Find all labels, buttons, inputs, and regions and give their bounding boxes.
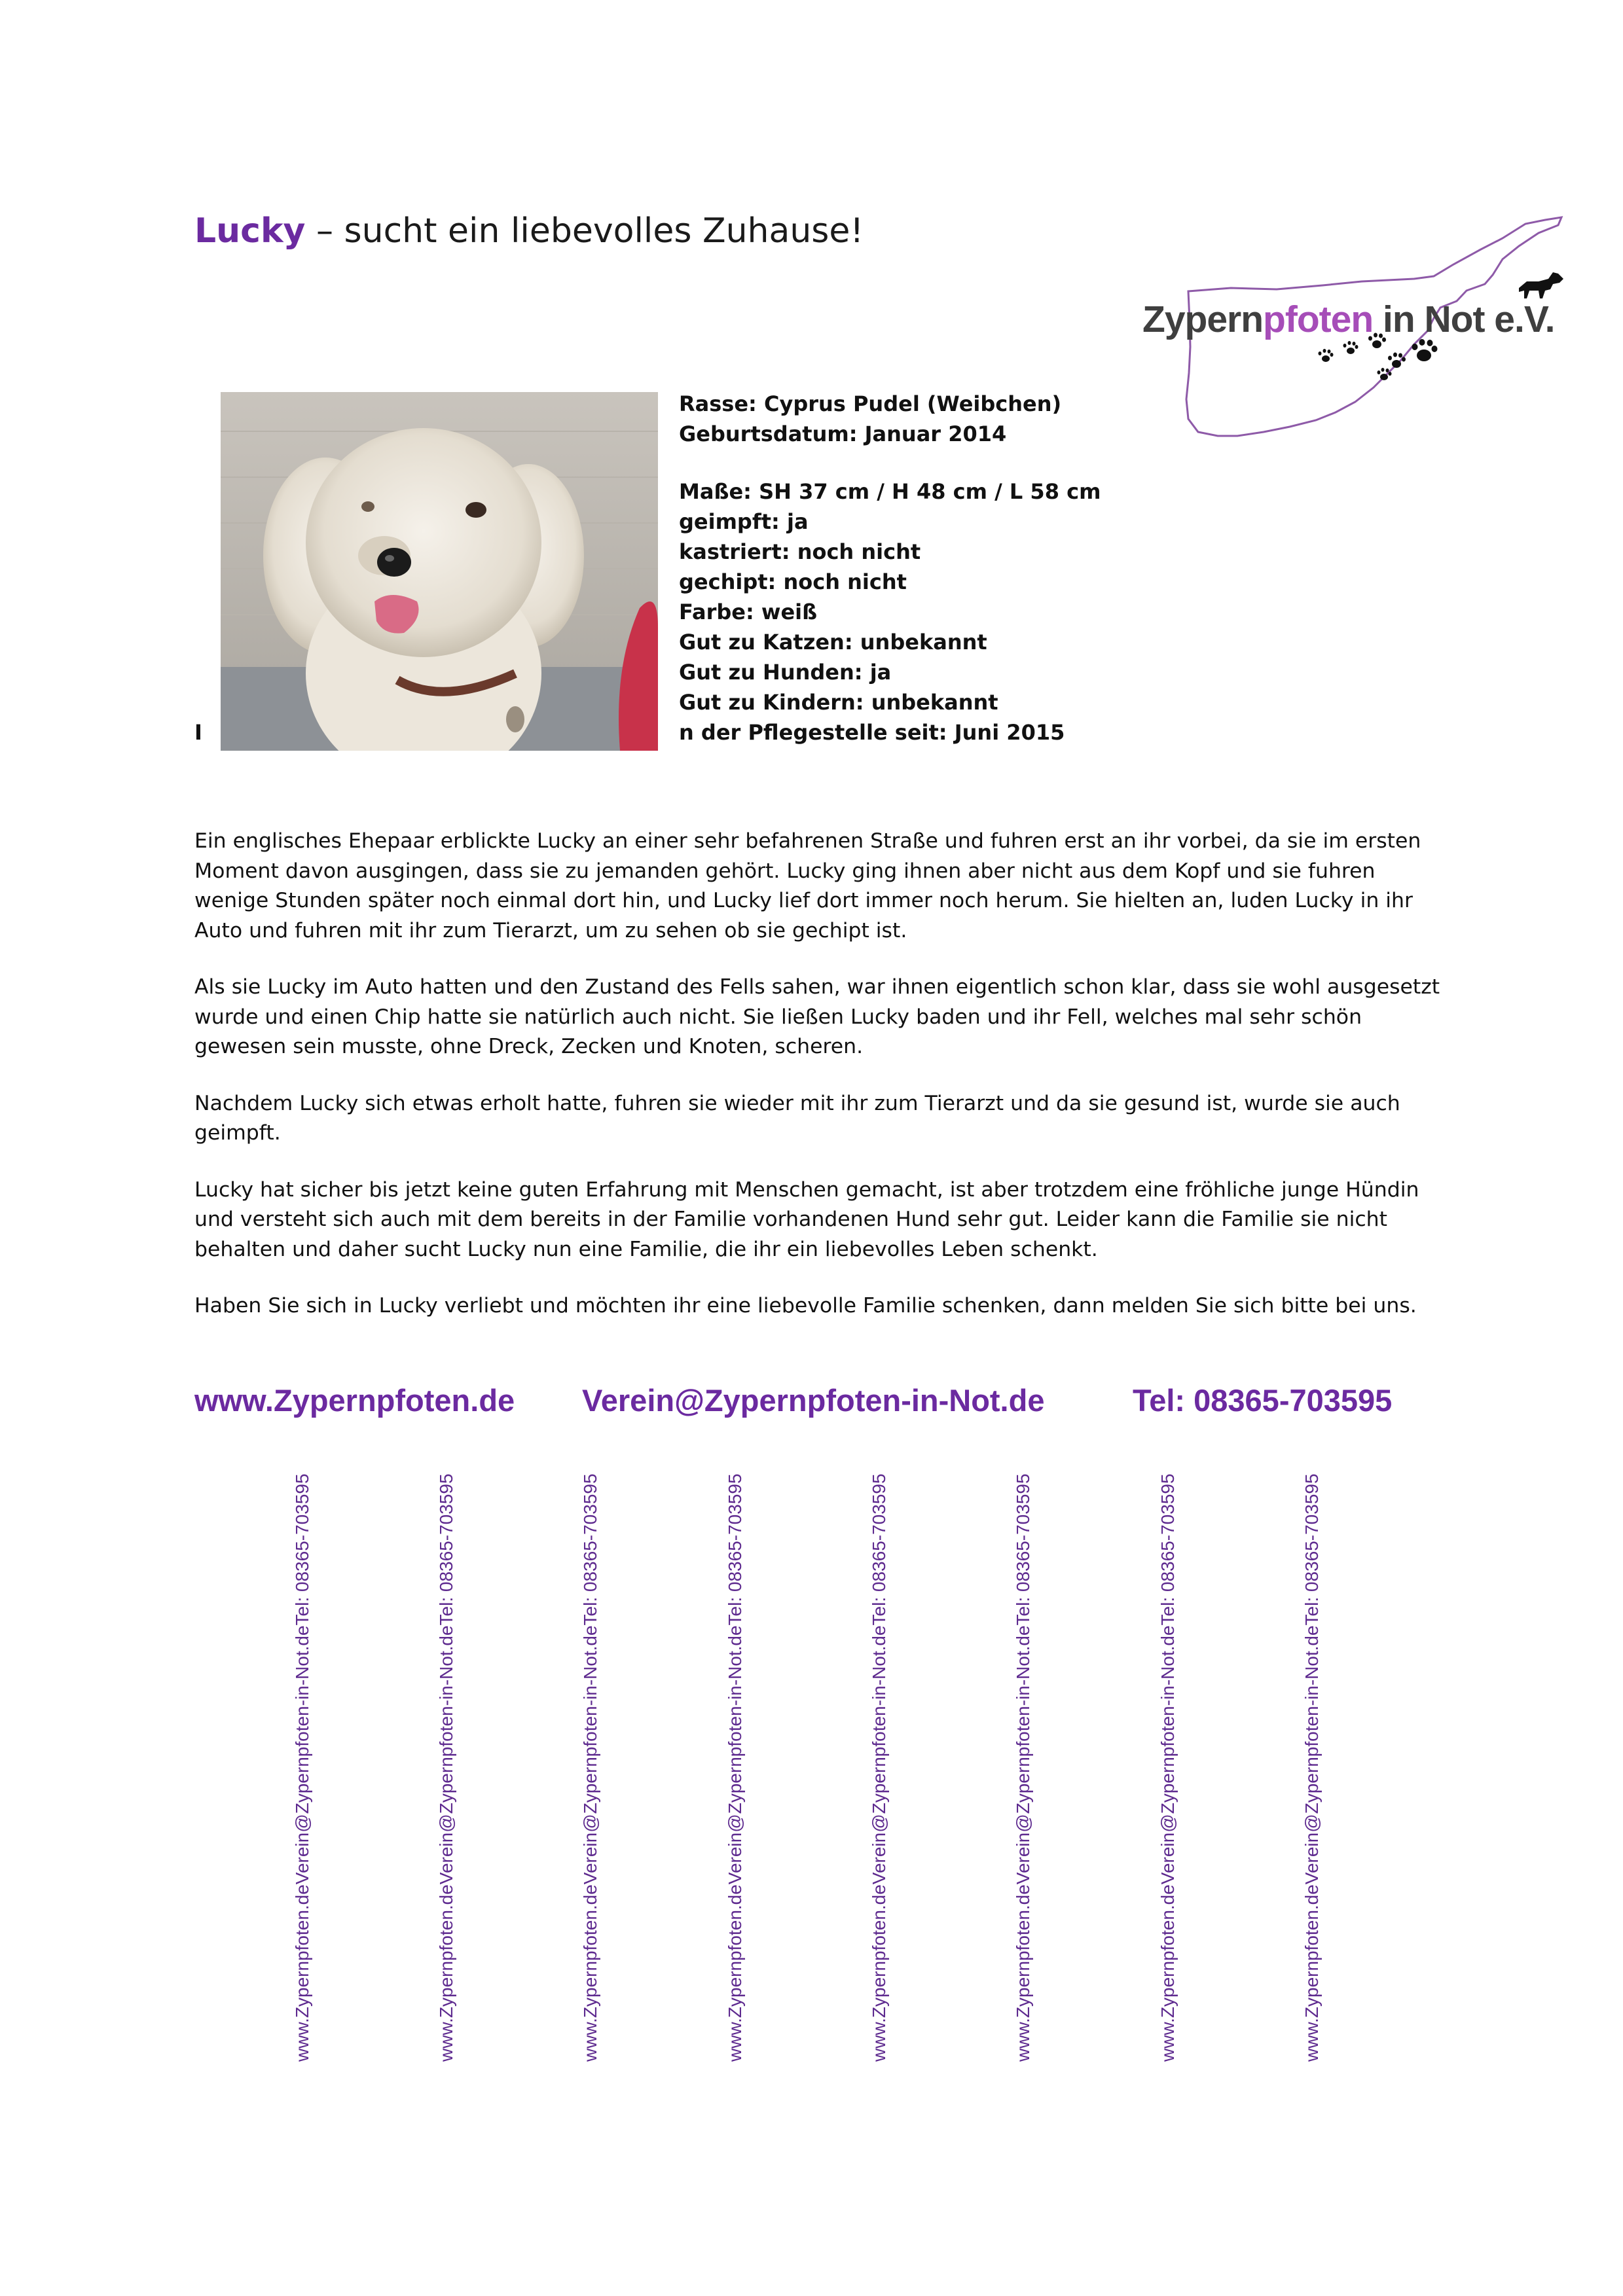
title-subtitle: – sucht ein liebevolles Zuhause!: [305, 211, 864, 251]
dog-facts-list: [679, 389, 1176, 747]
strip-website: www.Zypernpfoten.de: [436, 1884, 456, 2062]
strip-email: Verein@Zypernpfoten-in-Not.de: [725, 1625, 745, 1885]
strip-email: Verein@Zypernpfoten-in-Not.de: [1302, 1625, 1322, 1885]
paragraph: Lucky hat sicher bis jetzt keine guten Erfahrung mit Menschen gemacht, ist aber trotzdem eine fröhliche junge Hündin und versteht sich auch mit dem bereits in der Familie vorhandenen Hund sehr gut. Leider kann die Familie sie nicht behalten und daher sucht Lucky nun eine Familie, die ihr ein liebevolles Leben schenkt.: [194, 1177, 1419, 1261]
tear-off-strip: [571, 1473, 610, 2062]
strip-phone: Tel: 08365-703595: [580, 1473, 600, 1626]
strip-email: Verein@Zypernpfoten-in-Not.de: [869, 1625, 889, 1885]
strip-email: Verein@Zypernpfoten-in-Not.de: [580, 1625, 600, 1885]
strip-phone: Tel: 08365-703595: [1013, 1473, 1033, 1626]
strip-email: Verein@Zypernpfoten-in-Not.de: [436, 1625, 456, 1885]
strip-website: www.Zypernpfoten.de: [1158, 1884, 1178, 2062]
contact-website[interactable]: www.Zypernpfoten.de: [194, 1383, 515, 1418]
dog-name: Lucky: [194, 211, 306, 251]
fact-neutered: kastriert: noch nicht: [679, 539, 921, 564]
fact-birthdate: Geburtsdatum: Januar 2014: [679, 422, 1007, 446]
stray-character: I: [194, 720, 202, 745]
strip-website: www.Zypernpfoten.de: [725, 1884, 745, 2062]
tear-off-strip: [283, 1473, 322, 2062]
tear-off-strip: [1004, 1473, 1043, 2062]
strip-website: www.Zypernpfoten.de: [1302, 1884, 1322, 2062]
strip-email: Verein@Zypernpfoten-in-Not.de: [292, 1625, 312, 1885]
fact-vaccinated: geimpft: ja: [679, 509, 809, 534]
fact-children: Gut zu Kindern: unbekannt: [679, 690, 998, 715]
tear-off-strip: [860, 1473, 899, 2062]
strip-phone: Tel: 08365-703595: [1158, 1473, 1178, 1626]
description-text: [194, 827, 1445, 1348]
contact-phone[interactable]: Tel: 08365-703595: [1133, 1383, 1393, 1418]
paragraph: Nachdem Lucky sich etwas erholt hatte, fuhren sie wieder mit ihr zum Tierarzt und da sie gesund ist, wurde sie auch geimpft.: [194, 1091, 1400, 1145]
organization-logo: [1126, 216, 1578, 465]
paragraph: Als sie Lucky im Auto hatten und den Zustand des Fells sahen, war ihnen eigentlich schon klar, dass sie wohl ausgesetzt wurde und einen Chip hatte sie natürlich auch nicht. Sie ließen Lucky baden und ihr Fell, welches mal sehr schön gewesen sein musste, ohne Dreck, Zecken und Knoten, scheren.: [194, 975, 1440, 1058]
strip-phone: Tel: 08365-703595: [292, 1473, 312, 1626]
fact-color: Farbe: weiß: [679, 600, 818, 624]
fact-measurements: Maße: SH 37 cm / H 48 cm / L 58 cm: [679, 479, 1101, 504]
fact-dogs: Gut zu Hunden: ja: [679, 660, 892, 685]
fact-spacer: [679, 449, 1176, 476]
strip-website: www.Zypernpfoten.de: [580, 1884, 600, 2062]
strip-phone: Tel: 08365-703595: [725, 1473, 745, 1626]
tear-off-strip: [716, 1473, 755, 2062]
strip-email: Verein@Zypernpfoten-in-Not.de: [1158, 1625, 1178, 1885]
strip-website: www.Zypernpfoten.de: [1013, 1884, 1033, 2062]
tear-off-strip: [1148, 1473, 1188, 2062]
strip-website: www.Zypernpfoten.de: [869, 1884, 889, 2062]
page-title: [194, 208, 864, 254]
contact-email[interactable]: Verein@Zypernpfoten-in-Not.de: [582, 1383, 1045, 1418]
fact-cats: Gut zu Katzen: unbekannt: [679, 630, 987, 655]
fact-chipped: gechipt: noch nicht: [679, 569, 907, 594]
strip-email: Verein@Zypernpfoten-in-Not.de: [1013, 1625, 1033, 1885]
dog-photo: [221, 392, 658, 751]
strip-phone: Tel: 08365-703595: [869, 1473, 889, 1626]
strip-phone: Tel: 08365-703595: [436, 1473, 456, 1626]
dog-silhouette-icon: [1519, 272, 1563, 298]
strip-website: www.Zypernpfoten.de: [292, 1884, 312, 2062]
tear-off-strip: [427, 1473, 466, 2062]
tear-off-strip: [1292, 1473, 1332, 2062]
logo-wordmark: Zypernpfoten in Not e.V.: [1142, 298, 1555, 340]
paragraph: Haben Sie sich in Lucky verliebt und möchten ihr eine liebevolle Familie schenken, dann melden Sie sich bitte bei uns.: [194, 1294, 1417, 1318]
paragraph: Ein englisches Ehepaar erblickte Lucky an einer sehr befahrenen Straße und fuhren erst an ihr vorbei, da sie im ersten Moment davon ausgingen, dass sie zu jemanden gehört. Lucky ging ihnen aber nicht aus dem Kopf und sie fuhren wenige Stunden später noch einmal dort hin, und Lucky lief dort immer noch herum. Sie hielten an, luden Lucky in ihr Auto und fuhren mit ihr zum Tierarzt, um zu sehen ob sie gechipt ist.: [194, 829, 1421, 942]
strip-phone: Tel: 08365-703595: [1302, 1473, 1322, 1626]
fact-breed: Rasse: Cyprus Pudel (Weibchen): [679, 391, 1062, 416]
fact-foster-since: n der Pflegestelle seit: Juni 2015: [679, 720, 1065, 745]
